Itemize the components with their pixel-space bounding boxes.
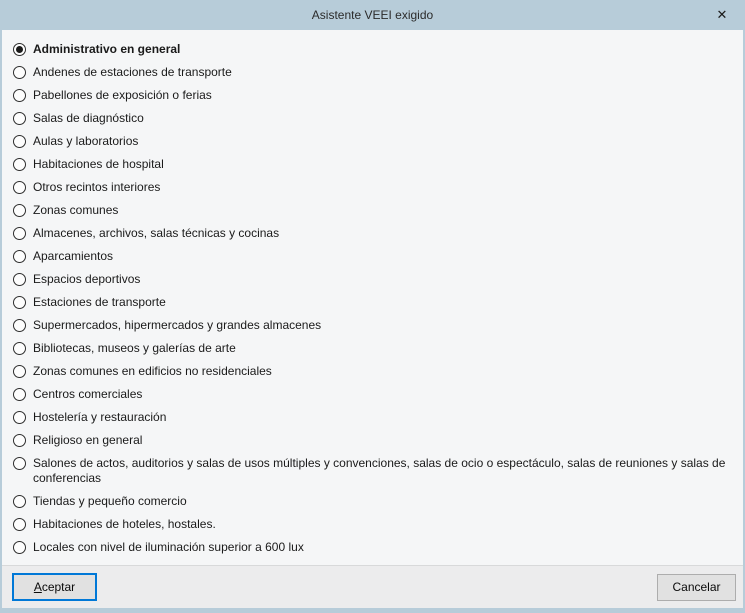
radio-option[interactable] [12,245,733,268]
radio-option[interactable] [12,61,733,84]
radio-icon[interactable] [13,495,26,508]
close-button[interactable] [699,0,745,30]
radio-icon[interactable] [13,434,26,447]
options-list [2,30,743,565]
close-icon: ✕ [716,7,728,22]
radio-option[interactable] [12,452,733,490]
radio-icon[interactable] [13,204,26,217]
radio-option-label: Otros recintos interiores [33,180,161,194]
radio-icon[interactable] [13,365,26,378]
radio-icon[interactable] [13,273,26,286]
radio-option-label: Aparcamientos [33,249,114,263]
titlebar [0,0,745,30]
footer-bar [2,565,743,608]
radio-option-label: Tiendas y pequeño comercio [33,494,187,508]
radio-icon[interactable] [13,388,26,401]
radio-option[interactable] [12,536,733,559]
radio-option[interactable] [12,513,733,536]
radio-option[interactable] [12,107,733,130]
radio-option-label: Hostelería y restauración [33,410,167,424]
radio-option-label: Almacenes, archivos, salas técnicas y cocinas [33,226,280,240]
aceptar-label: ceptar [41,580,76,594]
radio-icon[interactable] [13,250,26,263]
aceptar-mnemonic: A [33,580,42,594]
radio-option[interactable] [12,176,733,199]
radio-option[interactable] [12,222,733,245]
radio-icon[interactable] [13,135,26,148]
radio-option-label: Aulas y laboratorios [33,134,139,148]
radio-option-label: Salones de actos, auditorios y salas de usos múltiples y convenciones, salas de ocio o espectáculo, salas de reuniones y salas de conferencias [33,456,726,485]
radio-icon[interactable] [13,457,26,470]
radio-option[interactable] [12,406,733,429]
radio-option-label: Centros comerciales [33,387,143,401]
radio-option[interactable] [12,38,733,61]
radio-option-label: Estaciones de transporte [33,295,166,309]
radio-icon[interactable] [13,342,26,355]
radio-icon[interactable] [13,541,26,554]
radio-icon[interactable] [13,319,26,332]
radio-option-label: Andenes de estaciones de transporte [33,65,232,79]
radio-icon[interactable] [13,181,26,194]
radio-option[interactable] [12,199,733,222]
radio-option[interactable] [12,153,733,176]
radio-option-label: Espacios deportivos [33,272,141,286]
radio-option-label: Locales con nivel de iluminación superior a 600 lux [33,540,304,554]
radio-option-label: Zonas comunes en edificios no residenciales [33,364,272,378]
radio-option[interactable] [12,337,733,360]
cancelar-button[interactable] [657,574,736,601]
radio-option[interactable] [12,84,733,107]
radio-icon[interactable] [13,66,26,79]
radio-icon[interactable] [13,518,26,531]
radio-option[interactable] [12,360,733,383]
radio-icon[interactable] [13,158,26,171]
cancelar-label: Cancelar [672,580,721,594]
radio-option[interactable] [12,314,733,337]
radio-option-label: Pabellones de exposición o ferias [33,88,212,102]
radio-option-label: Administrativo en general [33,42,181,56]
radio-option[interactable] [12,268,733,291]
radio-option[interactable] [12,130,733,153]
radio-icon[interactable] [13,411,26,424]
aceptar-button[interactable] [12,573,97,601]
radio-icon[interactable] [13,89,26,102]
radio-option[interactable] [12,429,733,452]
dialog-title: Asistente VEEI exigido [311,8,434,22]
radio-option-label: Religioso en general [33,433,143,447]
radio-option[interactable] [12,490,733,513]
radio-option-label: Supermercados, hipermercados y grandes almacenes [33,318,322,332]
radio-option[interactable] [12,383,733,406]
radio-option-label: Bibliotecas, museos y galerías de arte [33,341,236,355]
radio-icon[interactable] [13,296,26,309]
radio-selected-icon[interactable] [13,43,26,56]
radio-option-label: Habitaciones de hoteles, hostales. [33,517,216,531]
radio-option-label: Salas de diagnóstico [33,111,144,125]
radio-option-label: Habitaciones de hospital [33,157,164,171]
radio-option-label: Zonas comunes [33,203,119,217]
radio-icon[interactable] [13,112,26,125]
radio-option[interactable] [12,291,733,314]
radio-icon[interactable] [13,227,26,240]
